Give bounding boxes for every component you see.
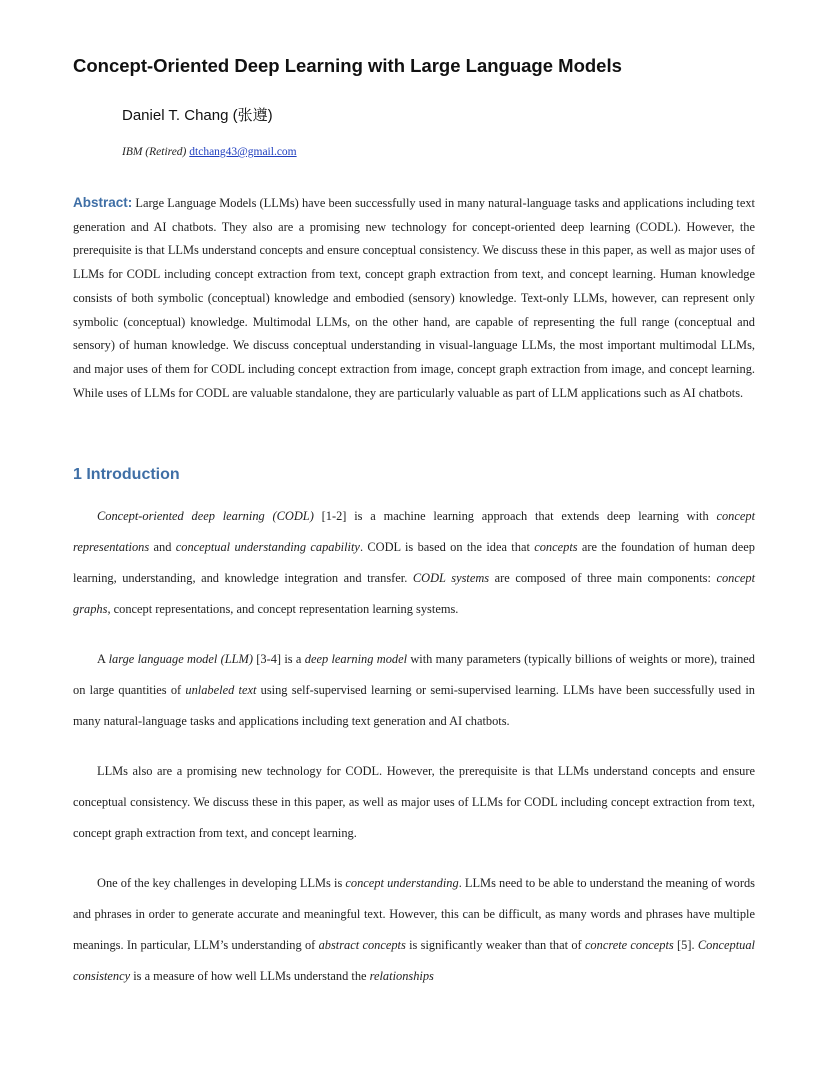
paragraph-text: with many parameters (typically billions of weights or more), trained on large quantities of [73,652,755,697]
paragraph-text: [1-2] is a machine learning approach that extends deep learning with [313,509,717,523]
introduction-body [73,501,755,1011]
email-link[interactable]: dtchang43@gmail.com [189,146,297,158]
italic-term: concepts [534,540,578,554]
italic-term: unlabeled text [185,683,257,697]
italic-term: conceptual understanding capability [175,540,360,554]
affiliation [122,146,297,158]
paragraph-text: and [149,540,176,554]
paragraph-text: [3-4] is a [252,652,305,666]
abstract-label: Abstract: [73,195,133,210]
paragraph-text: , concept representations, and concept representation learning systems. [107,602,459,616]
abstract [73,191,755,405]
italic-term: Concept-oriented deep learning (CODL) [97,509,314,523]
author-name: Daniel T. Chang (张遵) [122,107,273,124]
paragraph-text: are composed of three main components: [489,571,717,585]
paragraph-text: is a measure of how well LLMs understand the [130,969,370,983]
paragraph-text: LLMs also are a promising new technology for CODL. However, the prerequisite is that LLMs understand concepts and ensure conceptual consistency. We discuss these in this paper, as well as major uses of LLMs for CODL including concept extraction from text, concept graph extraction from text, and concept learning. [73,764,755,840]
paragraph-text: One of the key challenges in developing LLMs is [97,876,346,890]
paper-title: Concept-Oriented Deep Learning with Large Language Models [73,55,622,76]
italic-term: concept representations [73,509,756,554]
paragraph-text: A [97,652,109,666]
italic-term: abstract concepts [318,938,406,952]
paragraph-text: is significantly weaker than that of [405,938,585,952]
affiliation-org: IBM (Retired) [122,146,187,158]
italic-term: concrete concepts [584,938,674,952]
italic-term: Conceptual consistency [73,938,755,983]
italic-term: large language model (LLM) [108,652,253,666]
paragraph-text: . LLMs need to be able to understand the meaning of words and phrases in order to generate accurate and meaningful text. However, this can be difficult, as many words and phrases have multiple meanings. In particular, LLM’s understanding of [73,876,755,952]
paragraph-2 [73,644,755,737]
paragraph-text: are the foundation of human deep learning, understanding, and knowledge integration and transfer. [73,540,756,585]
paragraph-4 [73,868,755,992]
paragraph-1 [73,501,755,625]
paragraph-text: [5]. [673,938,698,952]
italic-term: concept graphs [73,571,756,616]
section-heading-introduction: 1 Introduction [73,466,180,483]
italic-term: concept understanding [345,876,459,890]
italic-term: deep learning model [304,652,408,666]
italic-term: relationships [369,969,434,983]
paragraph-text: . CODL is based on the idea that [359,540,535,554]
paragraph-3 [73,756,755,849]
abstract-text: Large Language Models (LLMs) have been successfully used in many natural-language tasks and applications including text generation and AI chatbots. They also are a promising new technology for concept-oriented deep learning (CODL). However, the prerequisite is that LLMs understand concepts and ensure conceptual consistency. We discuss these in this paper, as well as major uses of LLMs for CODL including concept extraction from text, concept graph extraction from text, and concept learning. Human knowledge consists of both symbolic (conceptual) knowledge and embodied (sensory) knowledge. Text-only LLMs, however, can represent only symbolic (conceptual) knowledge. Multimodal LLMs, on the other hand, are capable of representing the full range (conceptual and sensory) of human knowledge. We discuss conceptual understanding in visual-language LLMs, the most important multimodal LLMs, and major uses of them for CODL including concept extraction from image, concept graph extraction from image, and concept learning. While uses of LLMs for CODL are valuable standalone, they are particularly valuable as part of LLM applications such as AI chatbots. [73,196,755,400]
paragraph-text: using self-supervised learning or semi-supervised learning. LLMs have been successfully used in many natural-language tasks and applications including text generation and AI chatbots. [73,683,755,728]
italic-term: CODL systems [412,571,490,585]
